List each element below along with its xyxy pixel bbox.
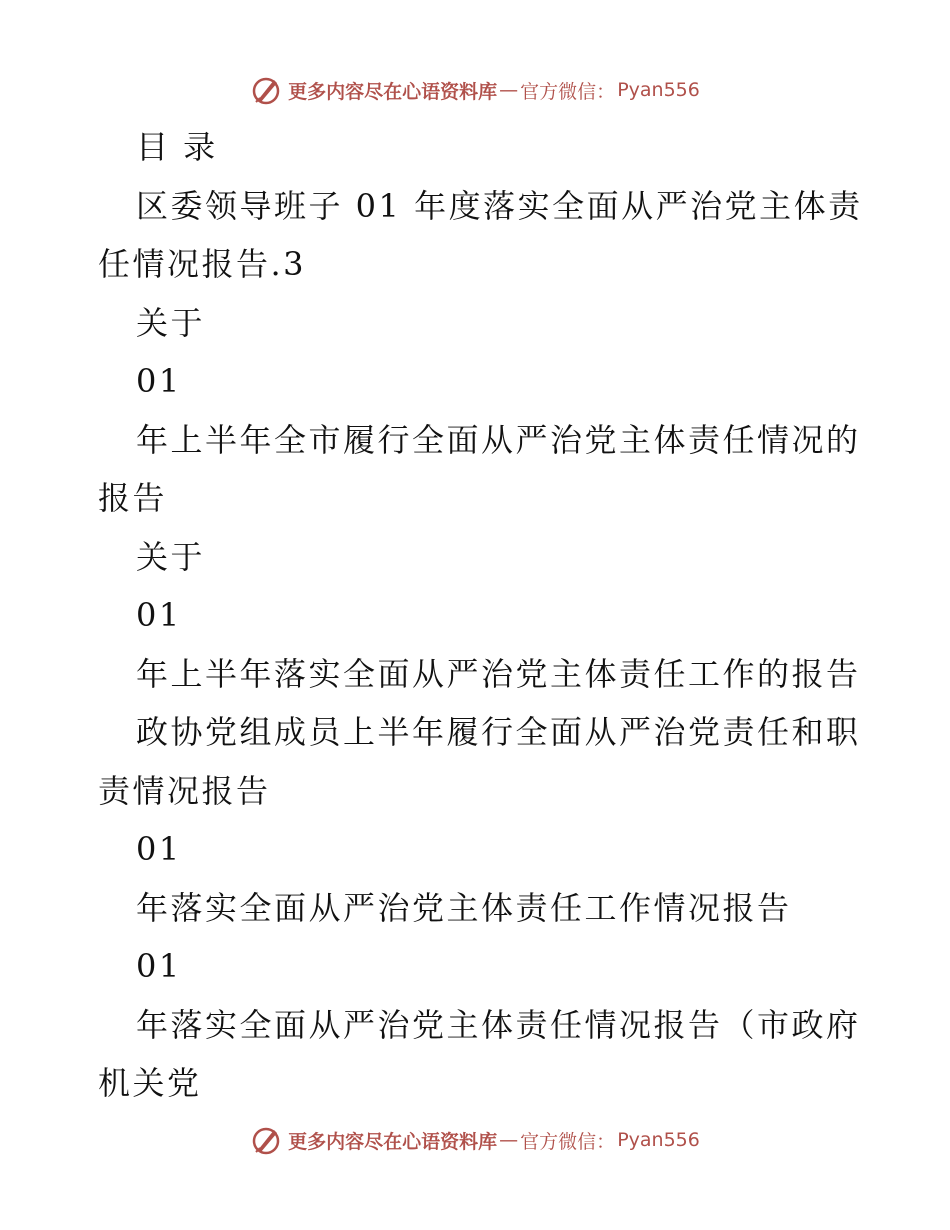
- header-watermark: [0, 70, 950, 110]
- toc-line: 01: [136, 947, 182, 985]
- toc-line: 关于: [136, 303, 206, 342]
- footer-watermark: [0, 1120, 950, 1160]
- watermark-sub-text: 官方微信：: [520, 1130, 616, 1153]
- watermark-dash: —: [499, 1129, 519, 1151]
- quill-logo-icon: [250, 1124, 282, 1156]
- toc-line: 任情况报告.3: [98, 245, 307, 283]
- quill-logo-icon: [250, 74, 282, 106]
- toc-line: 年上半年全市履行全面从严治党主体责任情况的: [136, 420, 861, 459]
- watermark-wechat-id: Pyan556: [617, 79, 700, 101]
- toc-line: 报告: [98, 479, 168, 517]
- watermark-dash: —: [499, 79, 519, 101]
- document-body: [98, 118, 863, 1113]
- toc-line: 目 录: [136, 128, 218, 166]
- watermark-wechat-id: Pyan556: [617, 1129, 700, 1151]
- toc-line: 责情况报告: [98, 771, 271, 810]
- toc-line: 年落实全面从严治党主体责任工作情况报告: [136, 888, 792, 927]
- toc-line: 区委领导班子 01 年度落实全面从严治党主体责: [136, 186, 863, 225]
- watermark-main-text: 更多内容尽在心语资料库: [288, 1130, 498, 1153]
- toc-line: 01: [136, 362, 182, 400]
- toc-line: 机关党: [98, 1064, 202, 1102]
- watermark-sub-text: 官方微信：: [520, 80, 616, 103]
- toc-line: 政协党组成员上半年履行全面从严治党责任和职: [136, 713, 861, 751]
- toc-line: 年落实全面从严治党主体责任情况报告（市政府: [136, 1005, 861, 1044]
- toc-line: 年上半年落实全面从严治党主体责任工作的报告: [136, 654, 861, 693]
- toc-line: 01: [136, 830, 182, 868]
- toc-line: 关于: [136, 537, 206, 576]
- toc-line: 01: [136, 596, 182, 634]
- watermark-main-text: 更多内容尽在心语资料库: [288, 80, 498, 103]
